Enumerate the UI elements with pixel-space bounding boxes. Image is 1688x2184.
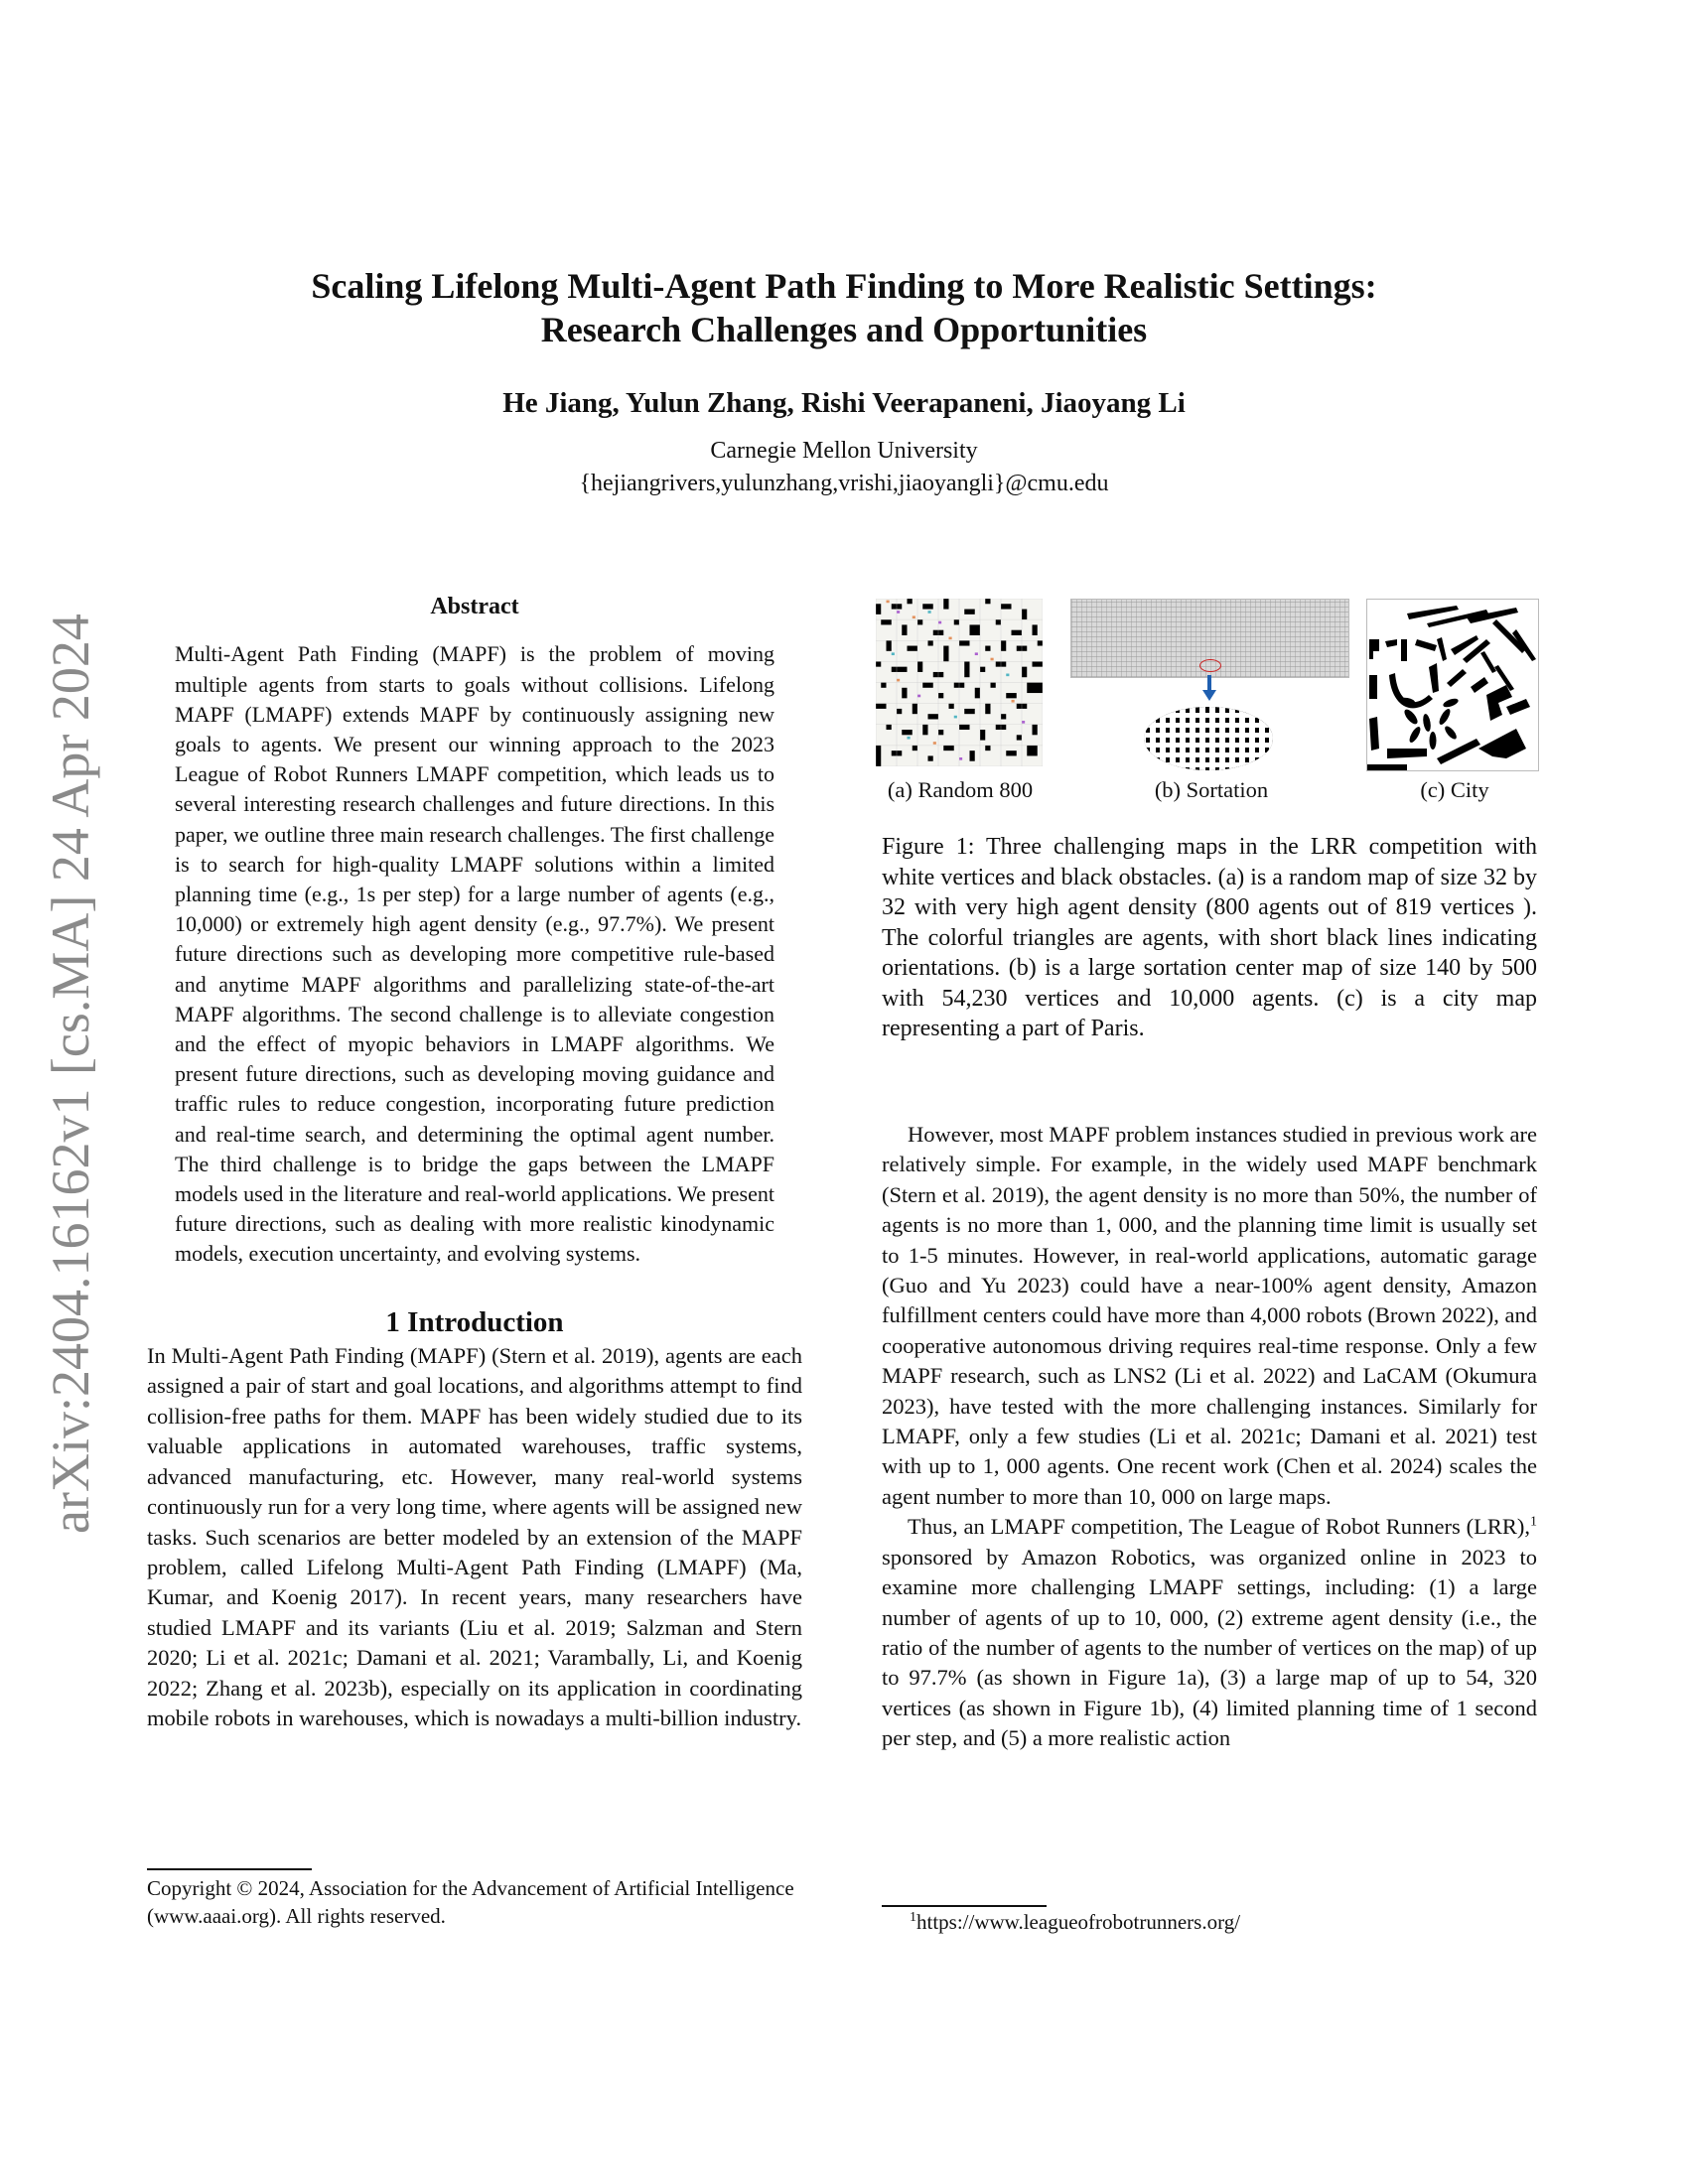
footnote-rule-right (882, 1905, 1047, 1907)
intro-paragraph-1: In Multi-Agent Path Finding (MAPF) (Stern et al. 2019), agents are each assigned a pair of start and goal locations, and algorithms attempt to find collision-free paths for them. MAPF has been widely studied due to its valuable applications in automated warehouses, traffic systems, advanced manufacturing, etc. However, many real-world systems continuously run for a very long time, where agents will be assigned new tasks. Such scenarios are better modeled by an extension of the MAPF problem, called Lifelong Multi-Agent Path Finding (LMAPF) (Ma, Kumar, and Koenig 2017). In recent years, many researchers have studied LMAPF and its variants (Liu et al. 2019; Salzman and Stern 2020; Li et al. 2021c; Damani et al. 2021; Varambally, Li, and Koenig 2022; Zhang et al. 2023b), especially on its application in coordinating mobile robots in warehouses, which is nowadays a multi-billion industry. (147, 1343, 802, 1730)
section-heading-introduction: 1 Introduction (385, 1305, 564, 1338)
arxiv-identifier-stamp: arXiv:2404.16162v1 [cs.MA] 24 Apr 2024 (41, 614, 100, 1534)
intro-paragraph-2: However, most MAPF problem instances studied in previous work are relatively simple. For example, in the widely used MAPF benchmark (Stern et al. 2019), the agent density is no more than 50%, the number of agents is no more than 1, 000, and the planning time limit is usually set to 1-5 minutes. However, in real-world applications, automatic garage (Guo and Yu 2023) could have a near-100% agent density, Amazon fulfillment centers could have more than 4,000 robots (Brown 2022), and cooperative autonomous driving requires real-time response. Only a few MAPF research, such as LNS2 (Li et al. 2022) and LaCAM (Okumura 2023), have tested with the more challenging instances. Similarly for LMAPF, only a few studies (Li et al. 2021c; Damani et al. 2021) test with up to 1, 000 agents. One recent work (Chen et al. 2024) scales the agent number to more than 10, 000 on large maps. (882, 1122, 1537, 1509)
random-map-grid-image (876, 599, 1043, 766)
sortation-zoom-inset (1144, 707, 1273, 770)
subcaption-b: (b) Sortation (1154, 777, 1269, 802)
author-emails: {hejiangrivers,yulunzhang,vrishi,jiaoyangli}@cmu.edu (579, 471, 1109, 496)
paper-title-line-1: Scaling Lifelong Multi-Agent Path Finding to More Realistic Settings: (311, 266, 1377, 306)
copyright-text: Copyright © 2024, Association for the Advancement of Artificial Intelligence (www.aaai.org). All rights reserved. (147, 1876, 794, 1928)
city-map-image (1367, 600, 1538, 770)
figure-caption-text: Figure 1: Three challenging maps in the LRR competition with white vertices and black obstacles. (a) is a random map of size 32 by 32 with very high agent density (800 agents out of 819 vertices ). The colorful triangles are agents, with short black lines indicating orientations. (b) is a large sortation center map of size 140 by 500 with 54,230 vertices and 10,000 agents. (c) is a city map representing a part of Paris. (882, 834, 1537, 1041)
abstract-text: Multi-Agent Path Finding (MAPF) is the problem of moving multiple agents from starts to goals without collisions. Lifelong MAPF (LMAPF) extends MAPF by continuously assigning new goals to agents. We present our winning approach to the 2023 League of Robot Runners LMAPF competition, which leads us to several interesting research challenges and future directions. In this paper, we outline three main research challenges. The first challenge is to search for high-quality LMAPF solutions within a limited planning time (e.g., 1s per step) for a large number of agents (e.g., 10,000) or extremely high agent density (e.g., 97.7%). We present future directions such as developing more competitive rule-based and anytime MAPF algorithms and parallelizing state-of-the-art MAPF algorithms. The second challenge is to alleviate congestion and the effect of myopic behaviors in LMAPF algorithms. We present future directions, such as developing moving guidance and traffic rules to reduce congestion, incorporating future prediction and real-time search, and determining the optimal agent number. The third challenge is to bridge the gaps between the LMAPF models used in the literature and real-world applications. We present future directions, such as dealing with more realistic kinodynamic models, execution uncertainty, and evolving systems. (175, 641, 774, 1267)
footnote-1 (910, 1908, 1240, 1936)
right-column (882, 1120, 1537, 1754)
affiliation: Carnegie Mellon University (710, 438, 978, 464)
author-list: He Jiang, Yulun Zhang, Rishi Veerapaneni, Jiaoyang Li (502, 387, 1186, 419)
paper-title-line-2: Research Challenges and Opportunities (540, 310, 1148, 349)
abstract-heading: Abstract (430, 594, 519, 619)
arrow-down-icon (1202, 690, 1216, 701)
paragraph-3-rest: sponsored by Amazon Robotics, was organized online in 2023 to examine more challenging LMAPF settings, including: (1) a large number of agents of up to 10, 000, (2) extreme agent density (i.e., the ratio of the number of agents to the number of vertices on the map) of up to 97.7% (as shown in Figure 1a), (3) a large map of up to 54, 320 vertices (as shown in Figure 1b), (4) limited planning time of 1 second per step, and (5) a more realistic action (882, 1544, 1537, 1751)
left-column (147, 592, 802, 1733)
paragraph-3-lead: Thus, an LMAPF competition, The League of Robot Runners (LRR), (908, 1514, 1530, 1540)
figure-1-caption (882, 832, 1537, 1044)
footnote-1-url[interactable]: https://www.leagueofrobotrunners.org/ (916, 1910, 1241, 1934)
copyright-notice (147, 1874, 802, 1930)
footnote-1-marker[interactable]: 1 (1530, 1514, 1537, 1530)
highlight-ellipse-icon (1199, 659, 1221, 672)
subcaption-c: (c) City (1420, 777, 1489, 802)
figure-1c-city-map (1366, 599, 1539, 771)
footnote-rule-left (147, 1868, 312, 1870)
subcaption-a: (a) Random 800 (887, 777, 1034, 802)
footnote-1-number: 1 (910, 1910, 916, 1925)
figure-1a-random-map (876, 599, 1043, 766)
intro-paragraph-3 (882, 1512, 1537, 1753)
obstacle-blocks-pattern (1144, 707, 1273, 770)
